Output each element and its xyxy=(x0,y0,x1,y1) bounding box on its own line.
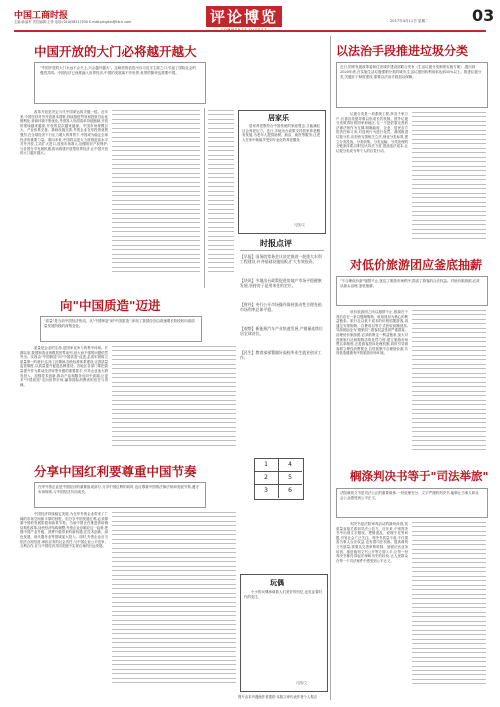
article-6-text: 判决书是法院审判活动的最终体现,其质量直接关系到司法公信力。近年来,个别判决书中出现文字错误、逻辑混乱、说理不足等问题,引发社会广泛关注。判决书质量不高,不仅损害当事人合法权益,也有损司法权威。提高裁判文书质量,需要从完善审核机制、加强法官业务培训、推进裁判文书公开等方面入手,让每一份判决书都经得起法律和历史的检验,让人民群众在每一个司法案件中感受到公平正义。 xyxy=(336,522,408,563)
article-5-headline: 对低价旅游团应釜底抽薪 xyxy=(350,258,483,272)
article-1-body xyxy=(20,110,108,282)
article-1-text-column xyxy=(112,110,200,282)
article-5-body xyxy=(336,310,408,460)
article-3-headline: 分享中国红利要尊重中国节奏 xyxy=(34,464,197,479)
article-4-text-column xyxy=(412,112,486,248)
grid-cell: 4 xyxy=(288,461,292,468)
article-5-text-column xyxy=(412,310,486,460)
shiping-item: 【早报】国务院常务会议决定推进一批重大水利工程建设,补齐基础设施短板,扩大有效投资。 xyxy=(240,254,322,265)
article-1-headline: 中国开放的大门必将越开越大 xyxy=(34,44,197,59)
shiping-item: 【民生】教育部部署做好高校毕业生就业创业工作。 xyxy=(240,350,322,361)
column-rule xyxy=(204,108,205,288)
header-rule xyxy=(14,30,486,32)
article-4-lead: 近日,国家发展改革委和住房城乡建设部联合发布《生活垃圾分类制度实施方案》,提出到2020年底,在实施生活垃圾强制分类的城市,生活垃圾回收利用率达到35%以上。推进垃圾分类,关键在于制度建设,需要以法治手段加以保障。 xyxy=(340,65,482,79)
article-3-text: 中国经济持续稳定发展,为在华外资企业带来了广阔的市场空间和丰厚的回报。但分享中国发展红利,必须尊重中国的发展阶段和改革节奏。当前中国正在推进供给侧结构性改革,加快经济结构调整,外资企业应顺应这一趋势,把握中国产业升级、消费升级带来的新机遇,在技术创新、绿色发展、现代服务业等领域加大投入。同时,外资企业应当依法合规经营,承担应有的社会责任,与中国企业公平竞争、互利合作,在与中国经济共同发展中实现自身的长远发展。 xyxy=(20,512,108,549)
article-6-text-column xyxy=(412,522,486,692)
article-2-text: 质量是企业的生命,是国家竞争力的集中体现。长期以来,我国制造业规模居世界前列,但大而不强的问题依然突出。实现由"中国制造"向"中国质造"迈进,必须牢固树立质量第一的意识,弘扬工匠精神,加快标准体系建设,完善质量监管制度,以质量提升促进品牌建设。各地区各部门要把质量提升作为推动经济转型升级的重要抓手,引导企业加大研发投入、加强技术创新,推动产品和服务迈向中高端,让更多"中国质造"走向世界市场,赢得国际消费者的信任与青睐。 xyxy=(20,346,108,387)
grid-line xyxy=(278,458,279,498)
article-4-text: 垃圾分类是一项系统工程,涉及千家万户,仅靠宣传倡导难以形成长效机制。国外垃圾分类做得好的国家和地区,无一不是依靠完善的法律法规作为支撑,明确政府、企业、居民各方的责任和义务,对违规行为进行处罚。我国推进垃圾分类,应加快完善相关立法,细化分类标准,建立分类投放、分类收集、分类运输、分类处理的全链条体系,同时加大执法力度,提高违法成本,让垃圾分类成为每个人的自觉行动。 xyxy=(336,112,408,153)
page-footnote: 图片由本刊漫画作者提供·本版文章代表作者个人观点 xyxy=(238,695,318,699)
article-6-lead: 法院裁判文书是司法公正的重要载体,一份说理充分、文字严谨的判决书,能够让当事人和社会公众感受到公平正义。 xyxy=(340,491,479,500)
sidebar-box-2-title: 玩偶 xyxy=(270,579,284,587)
shiping-item: 【快讯】多地出台政策促进房地产市场平稳健康发展,坚持房子是用来住的定位。 xyxy=(240,278,322,289)
article-2-body xyxy=(20,346,108,454)
article-2-text-column xyxy=(112,346,236,454)
shiping-item: 【观察】新能源汽车产业快速发展,产销量连续位居全球首位。 xyxy=(240,326,323,337)
sidebar-box-2-author: 凡图/文 xyxy=(296,681,308,685)
article-6-headline: 榈涤判决书等于"司法举旅" xyxy=(350,469,489,483)
sidebar-box-1-title: 居家乐 xyxy=(268,114,289,122)
page-number: 03 xyxy=(472,6,495,25)
article-3-text-column xyxy=(112,512,236,690)
shiping-item: 【财经】央行公开市场操作保持流动性合理充裕,市场利率总体平稳。 xyxy=(240,302,323,313)
grid-cell: 1 xyxy=(264,461,268,468)
article-1-continued-lines xyxy=(208,110,234,282)
sidebar-box-2-para: 小小的玩偶承载着人们美好的回忆,也见证着时代的变迁。 xyxy=(244,590,322,599)
issue-date: 2017年4月11日 星期二 xyxy=(390,19,429,23)
column-rule xyxy=(330,36,331,700)
paper-name: 中国工商时报 xyxy=(14,11,69,21)
grid-line xyxy=(254,471,302,472)
section-masthead xyxy=(196,6,292,32)
article-6-body xyxy=(336,522,408,692)
grid-cell: 2 xyxy=(264,474,268,481)
article-3-body xyxy=(20,512,108,690)
article-2-headline: 向"中国质造"迈进 xyxy=(60,298,161,313)
article-4-headline: 以法治手段推进垃圾分类 xyxy=(336,44,469,58)
grid-cell: 6 xyxy=(288,487,292,494)
article-1-text: 改革开放是决定当代中国命运的关键一招。近年来,中国坚持对外开放基本国策,持续推进贸易和投资自由化便利化,营商环境不断优化,外资准入负面清单持续缩减,开放的领域越来越宽,开放的层次越来越深。中国市场规模巨大、产业体系完备、基础设施完善,外资企业在华投资意愿强烈,在全球经济下行压力增大的背景下,中国成为稳定全球经济的重要力量。面向未来,中国将以更大力度推进高水平对外开放,主动扩大进口,放宽市场准入,加强知识产权保护,与各国分享发展机遇,推动构建开放型世界经济,让中国开放的大门越开越大。 xyxy=(20,110,108,156)
article-4-body xyxy=(336,112,408,248)
shiping-title: 时报点评 xyxy=(260,239,292,248)
editor-line: 主编:孙晶军 责任编辑:王菲 电话:(010)58517930 E-mail:pinglun@cb-h.com xyxy=(14,20,132,24)
grid-cell: 5 xyxy=(288,474,292,481)
sidebar-box-1-text xyxy=(242,124,320,212)
article-3-lead: 在华外资企业是中国经济的重要组成部分,分享中国红利的同时,也应尊重中国的法律法规和发展节奏,遵守市场规则,与中国经济共同成长。 xyxy=(38,485,199,494)
sidebar-box-1-author: 凡图/文 xyxy=(294,223,306,227)
page-header xyxy=(0,0,500,30)
article-2-lead: "质量"是当前中国经济热词。从"中国制造"到"中国质造",体现了我国经济由高速增长阶段转向高质量发展阶段的深刻变化。 xyxy=(44,319,195,328)
article-5-text: 低价旅游团之所以屡禁不止,根源在于背后存在一条以强制购物、收取回扣为核心的利益链条。旅行社以低于成本的价格招揽游客,再通过安排购物、自费项目等方式获取高额回扣,导游被迫沦为"推销员",游客权益受到严重损害。治理低价旅游团,必须斩断这一利益链条,加大对违规旅行社和购物店的处罚力度,建立旅游市场黑名单制度,完善游客投诉处理机制,同时引导游客树立理性消费观念,自觉抵制不合理低价游,共同营造健康有序的旅游市场环境。 xyxy=(336,310,408,356)
grid-cell: 3 xyxy=(264,487,268,494)
shiping-rule xyxy=(240,250,324,251)
sidebar-box-1-para: 居家养老既符合中国传统的家庭观念,又能减轻社会养老压力。近日,多地出台政策支持居家养老服务发展,为老年人提供助餐、助洁、助医等服务,让老人在家中就能享受到专业化的养老服务。 xyxy=(242,124,320,142)
masthead-title: 评论博览 xyxy=(206,6,282,27)
article-1-lead: "中国开放的大门永远不会关上,只会越开越大"。这响亮的话语出自习近平主席之口,引起了国际社会的强烈共鸣。中国经济已深度融入世界经济,中国的发展离不开世界,世界的繁荣也需要中国。 xyxy=(40,66,196,75)
article-5-lead: "不合理低价游"屡禁不止,扰乱了旅游市场秩序,损害了游客的合法权益。对低价旅游团,必须从源头治理,釜底抽薪。 xyxy=(340,279,480,288)
sidebar-box-2-text xyxy=(244,590,322,670)
grid-line xyxy=(254,484,302,485)
